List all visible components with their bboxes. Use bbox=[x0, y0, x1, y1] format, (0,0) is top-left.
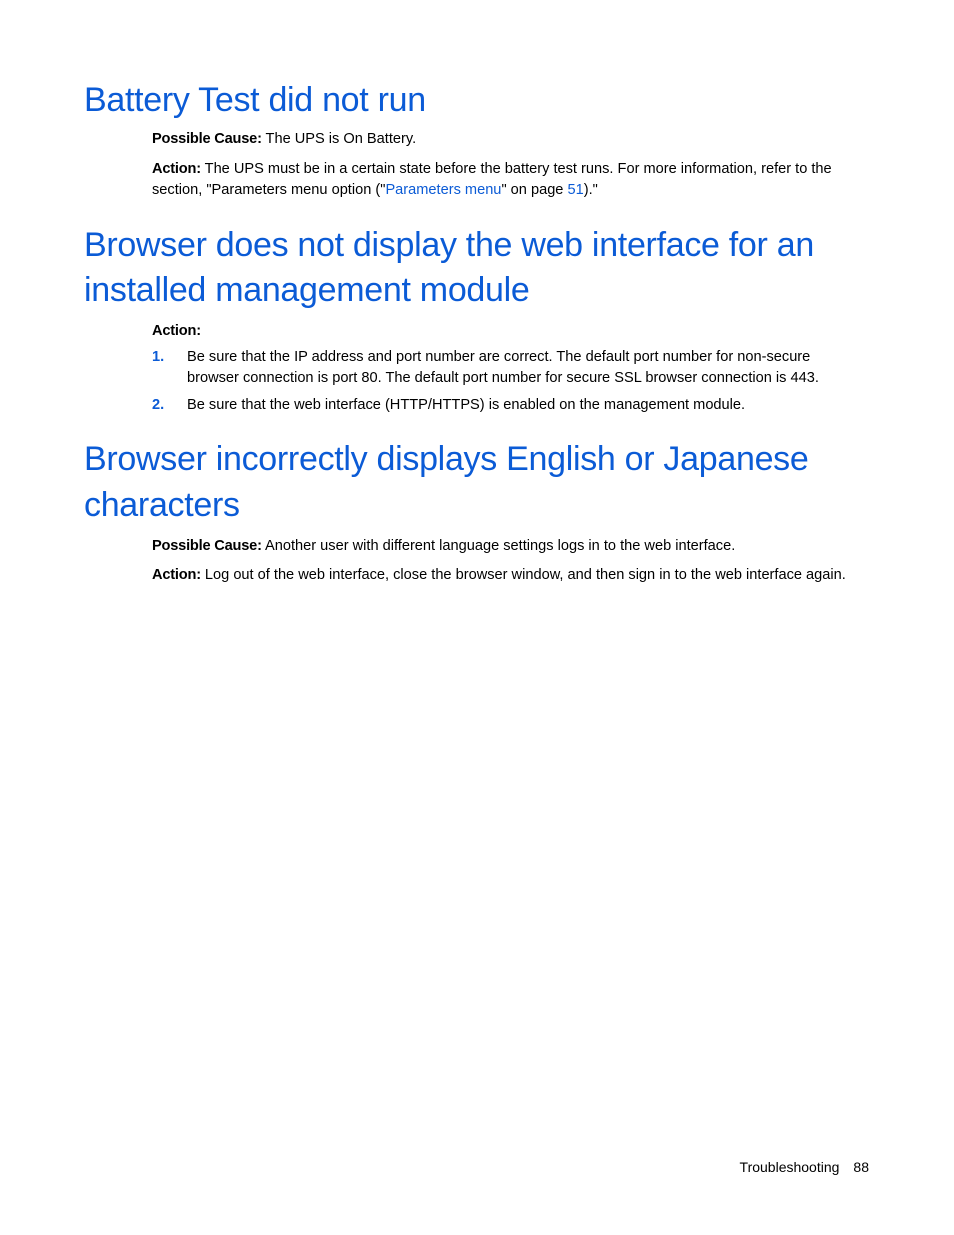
heading-browser-incorrectly-displays-line2: characters bbox=[84, 486, 240, 524]
list-item bbox=[152, 395, 857, 416]
action-label: Action: bbox=[152, 567, 201, 583]
page-51-link[interactable]: 51 bbox=[567, 182, 584, 198]
list-number: 1. bbox=[152, 349, 165, 365]
list-text: Be sure that the IP address and port number are correct. The default port number for non-secure browser connection is port 80. The default port number for secure SSL browser connection is 443. bbox=[187, 349, 819, 386]
heading-battery-test: Battery Test did not run bbox=[84, 81, 426, 119]
action-paragraph bbox=[152, 159, 857, 201]
list-number: 2. bbox=[152, 397, 165, 413]
action-paragraph bbox=[152, 565, 857, 586]
action-text: )." bbox=[583, 182, 598, 198]
action-text: " on page bbox=[501, 182, 568, 198]
page-number: 88 bbox=[853, 1159, 869, 1175]
possible-cause-text: The UPS is On Battery. bbox=[261, 131, 417, 147]
heading-browser-incorrectly-displays: Browser incorrectly displays English or Japanese bbox=[84, 440, 809, 478]
action-text: Log out of the web interface, close the browser window, and then sign in to the web interface again. bbox=[200, 567, 846, 583]
possible-cause-label: Possible Cause: bbox=[152, 131, 262, 147]
possible-cause-text: Another user with different language settings logs in to the web interface. bbox=[261, 538, 736, 554]
action-label: Action: bbox=[152, 161, 201, 177]
footer-section-title: Troubleshooting bbox=[739, 1159, 840, 1175]
action-paragraph bbox=[152, 321, 857, 342]
action-text: The UPS must be in a certain state before the battery test runs. For more information, refer to the section, "Parameters menu option (" bbox=[152, 161, 832, 198]
list-text: Be sure that the web interface (HTTP/HTTPS) is enabled on the management module. bbox=[187, 397, 746, 413]
action-label: Action: bbox=[152, 323, 201, 339]
heading-browser-does-not-display: Browser does not display the web interface for an bbox=[84, 226, 814, 264]
list-item bbox=[152, 347, 857, 389]
parameters-menu-link[interactable]: Parameters menu bbox=[385, 182, 502, 198]
possible-cause-label: Possible Cause: bbox=[152, 538, 262, 554]
possible-cause-paragraph bbox=[152, 129, 857, 150]
page-footer bbox=[740, 1157, 869, 1177]
heading-browser-does-not-display-line2: installed management module bbox=[84, 271, 530, 309]
possible-cause-paragraph bbox=[152, 536, 857, 557]
